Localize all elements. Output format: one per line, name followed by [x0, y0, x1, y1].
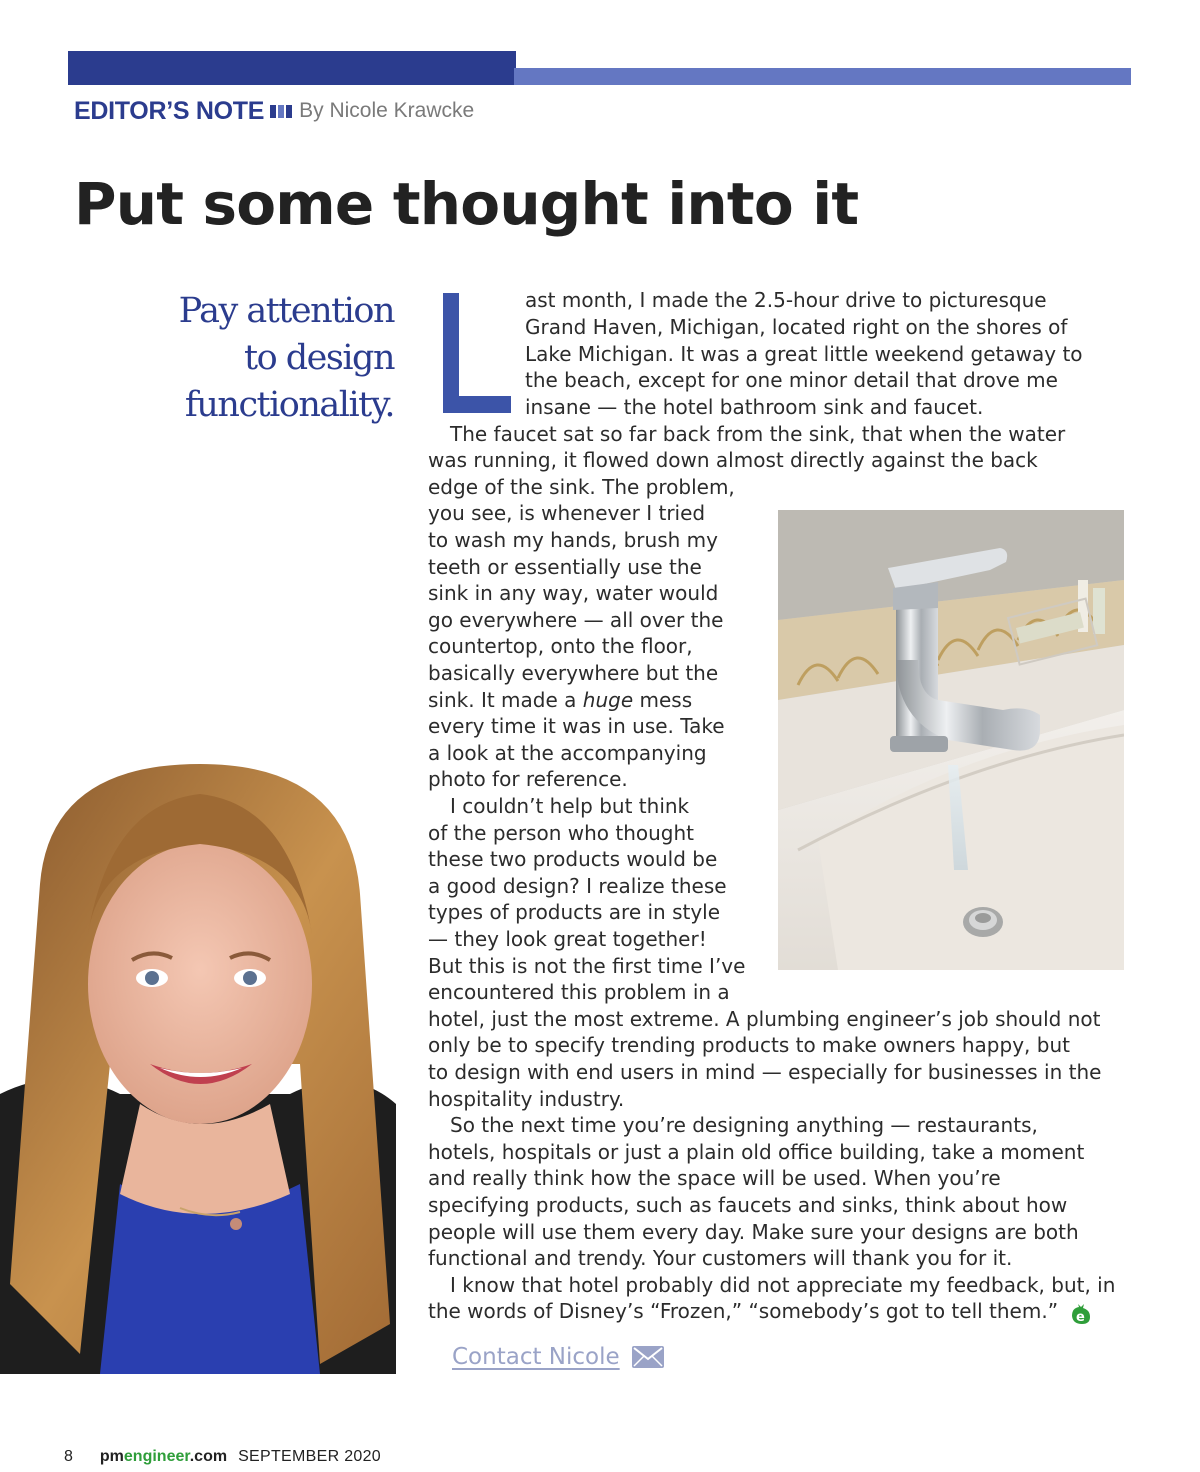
author-portrait [0, 764, 396, 1374]
body-line: — they look great together! [428, 927, 707, 951]
svg-text:e: e [1076, 1310, 1085, 1325]
end-of-article-icon [1069, 1302, 1093, 1326]
body-line: every time it was in use. Take [428, 714, 725, 738]
header-bar-light [514, 68, 1131, 85]
body-line: to design with end users in mind — especially for businesses in the [428, 1060, 1102, 1084]
body-line: But this is not the first time I’ve [428, 954, 746, 978]
body-line: hotel, just the most extreme. A plumbing engineer’s job should not [428, 1007, 1101, 1031]
sink-faucet-photo [778, 510, 1124, 970]
body-line: encountered this problem in a [428, 980, 730, 1004]
body-line: insane — the hotel bathroom sink and faucet. [525, 395, 984, 419]
body-line: of the person who thought [428, 821, 694, 845]
body-line: I couldn’t help but think [450, 794, 690, 818]
page-footer [64, 1446, 381, 1468]
emphasis: huge [582, 688, 634, 712]
contact-author-link[interactable] [452, 1342, 664, 1372]
body-line: a good design? I realize these [428, 874, 727, 898]
body-line: edge of the sink. The problem, [428, 475, 735, 499]
body-line: sink in any way, water would [428, 581, 719, 605]
body-line: these two products would be [428, 847, 718, 871]
body-line: go everywhere — all over the [428, 608, 724, 632]
article-deck [120, 288, 394, 429]
body-line: specifying products, such as faucets and sinks, think about how [428, 1193, 1068, 1217]
deck-line: Pay attention [178, 291, 394, 331]
body-line: only be to specify trending products to make owners happy, but [428, 1033, 1070, 1057]
body-line: So the next time you’re designing anything — restaurants, [450, 1113, 1038, 1137]
body-line: Grand Haven, Michigan, located right on the shores of [525, 315, 1068, 339]
section-label: EDITOR’S NOTE [74, 96, 265, 125]
body-line: photo for reference. [428, 767, 628, 791]
body-line: I know that hotel probably did not appreciate my feedback, but, in [450, 1273, 1116, 1297]
issue-date: SEPTEMBER 2020 [238, 1448, 381, 1465]
deck-line: functionality. [184, 385, 394, 425]
body-line: the beach, except for one minor detail that drove me [525, 368, 1058, 392]
body-line: basically everywhere but the [428, 661, 719, 685]
article-headline: Put some thought into it [74, 170, 859, 238]
body-line: you see, is whenever I tried [428, 501, 706, 525]
body-line: hotels, hospitals or just a plain old office building, take a moment [428, 1140, 1085, 1164]
page-number: 8 [64, 1448, 73, 1465]
body-line: people will use them every day. Make sure your designs are both [428, 1220, 1079, 1244]
body-line: to wash my hands, brush my [428, 528, 718, 552]
envelope-icon[interactable] [632, 1346, 664, 1368]
body-line: was running, it flowed down almost directly against the back [428, 448, 1038, 472]
contact-author-label[interactable]: Contact Nicole [452, 1344, 620, 1370]
drop-cap [443, 293, 511, 413]
body-line: the words of Disney’s “Frozen,” “somebody’s got to tell them.” [428, 1299, 1059, 1323]
deck-line: to design [244, 338, 394, 378]
body-line: The faucet sat so far back from the sink, that when the water [450, 422, 1066, 446]
editors-note-bars-icon [270, 104, 292, 118]
body-line: countertop, onto the floor, [428, 634, 693, 658]
body-line: a look at the accompanying [428, 741, 707, 765]
body-line: teeth or essentially use the [428, 555, 702, 579]
body-line: Lake Michigan. It was a great little weekend getaway to [525, 342, 1083, 366]
body-line: and really think how the space will be used. When you’re [428, 1166, 1001, 1190]
site-name: pmengineer.com [99, 1448, 228, 1465]
body-line: types of products are in style [428, 900, 721, 924]
section-kicker [74, 96, 474, 126]
body-line: sink. It made a huge mess [428, 688, 693, 712]
byline: By Nicole Krawcke [299, 99, 475, 122]
body-line: ast month, I made the 2.5-hour drive to picturesque [525, 288, 1047, 312]
header-bar-dark [68, 51, 516, 85]
body-line: functional and trendy. Your customers will thank you for it. [428, 1246, 1013, 1270]
body-line: hospitality industry. [428, 1087, 625, 1111]
